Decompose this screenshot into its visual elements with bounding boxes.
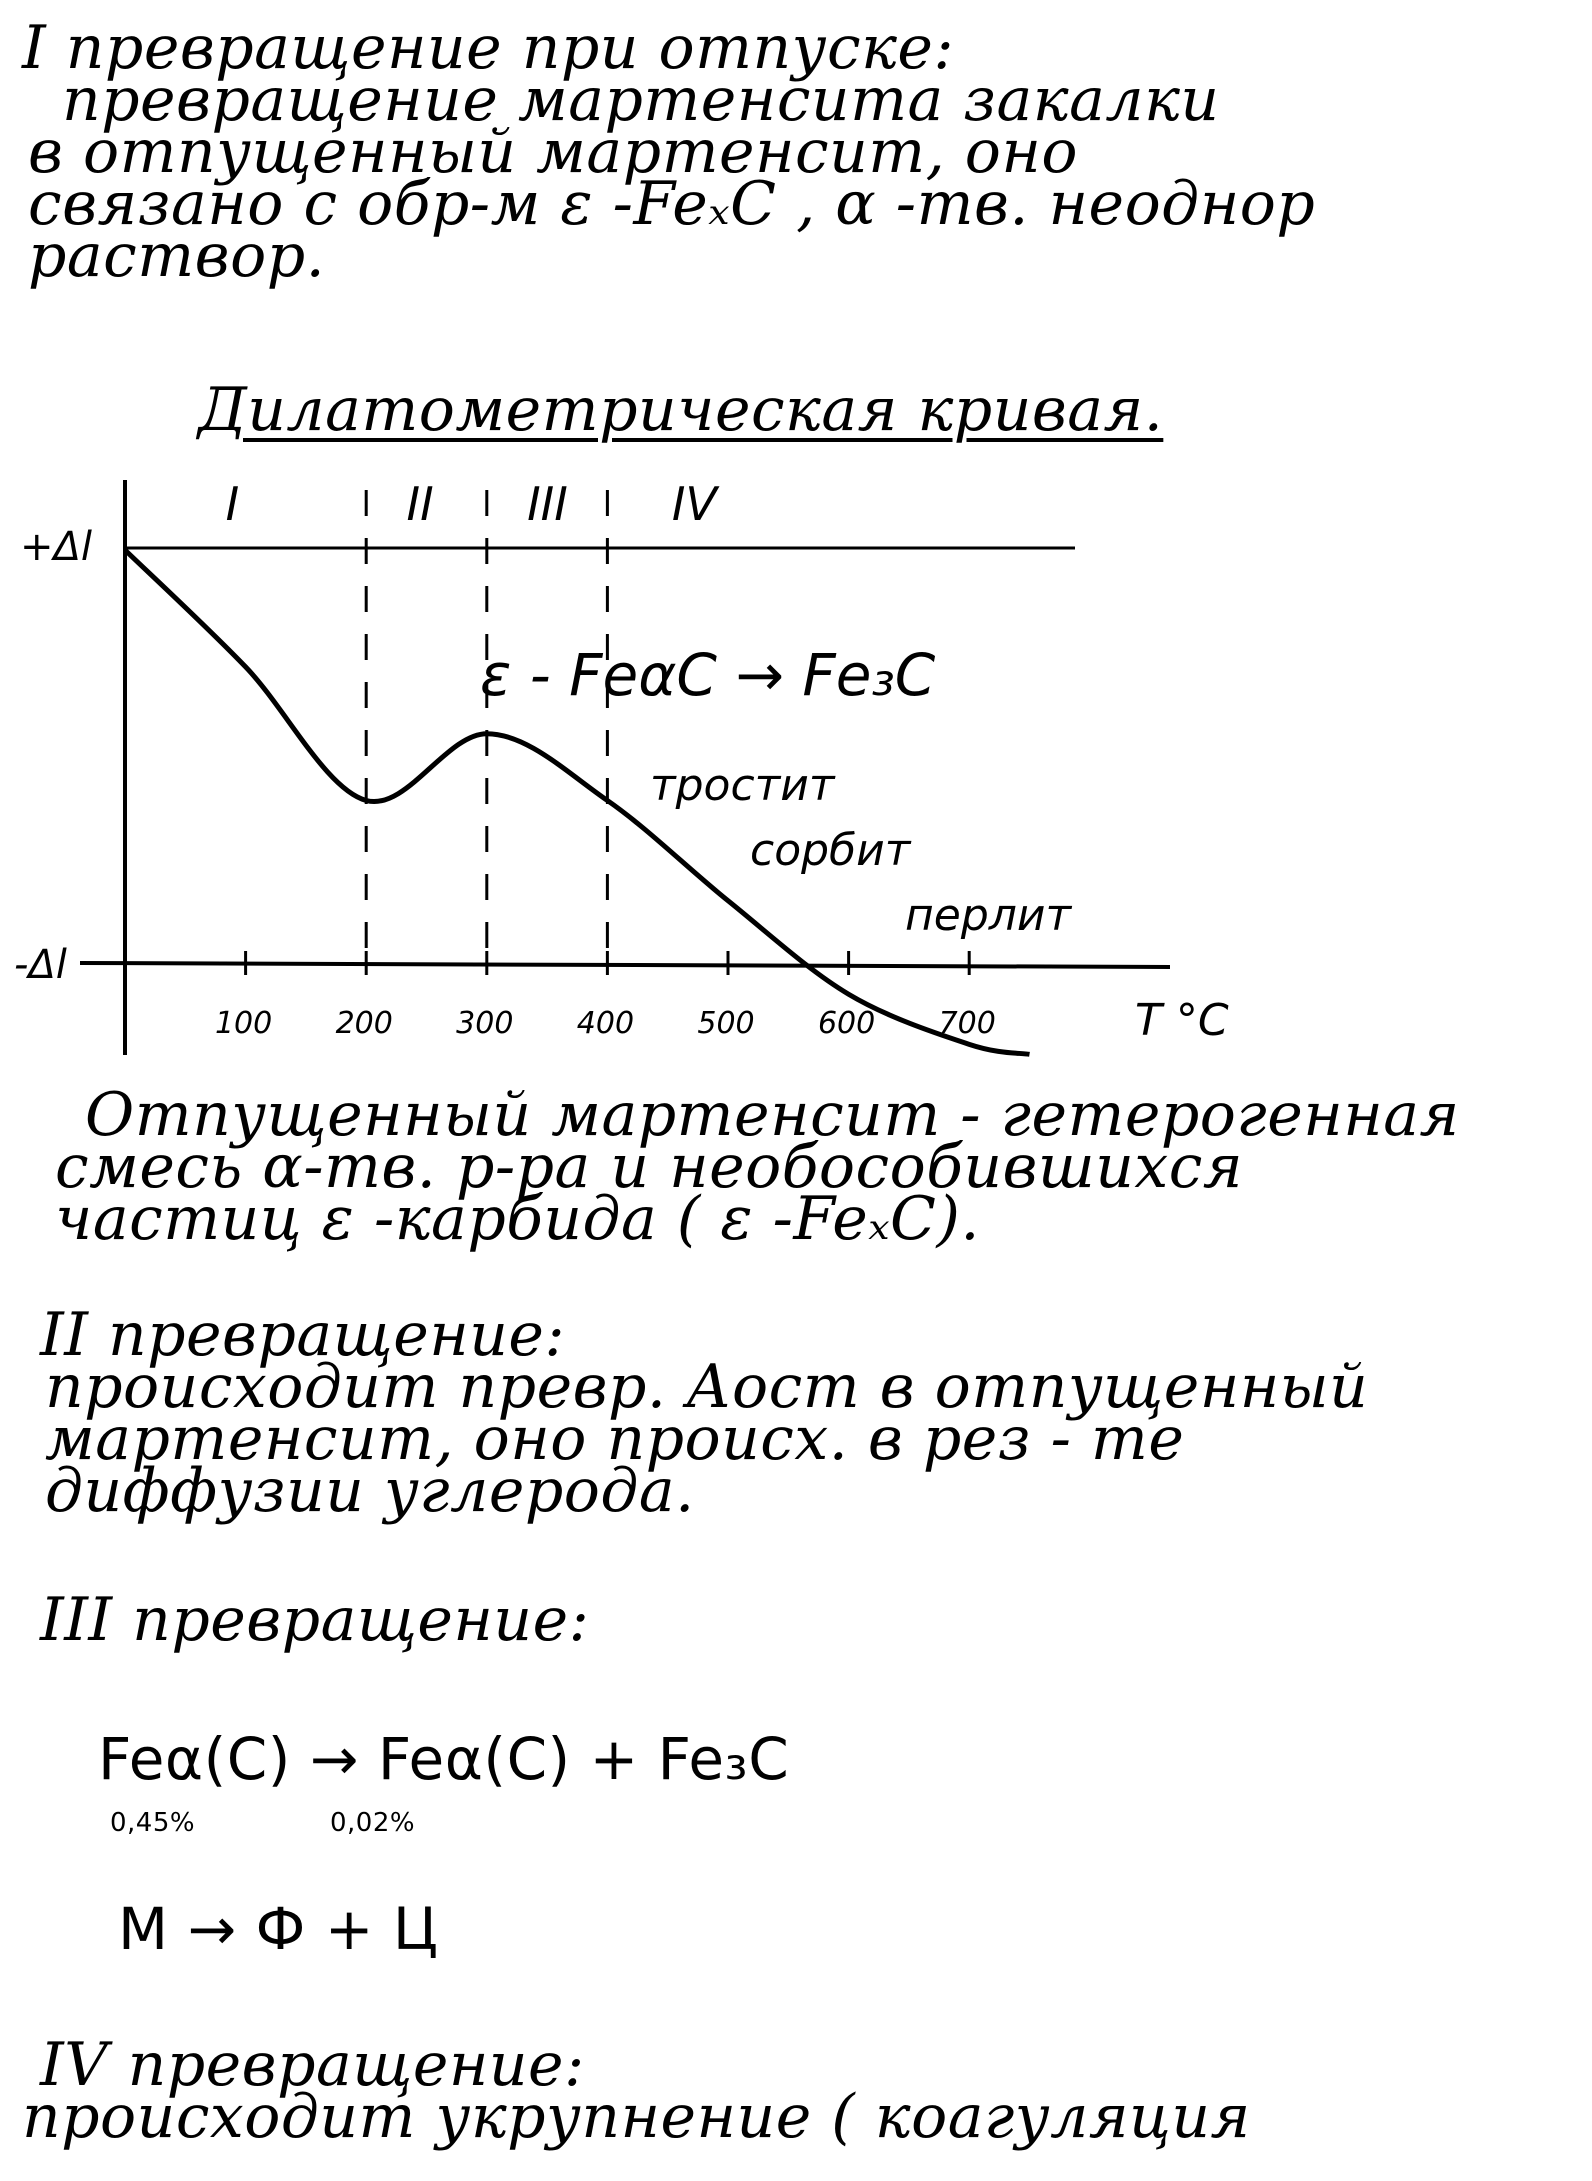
x-tick-label: 100: [214, 1006, 273, 1041]
x-tick-label: 500: [697, 1006, 755, 1041]
curve-annotation-1: тростит: [650, 760, 835, 811]
stage-label-IV: IV: [671, 480, 717, 531]
x-tick-label: 700: [938, 1006, 996, 1041]
stage-label-III: III: [527, 480, 568, 531]
phase-scheme: М → Ф + Ц: [118, 1895, 439, 1963]
curve-annotation-3: перлит: [905, 890, 1072, 941]
stage-2-heading: II превращение:: [40, 1300, 566, 1370]
x-tick-label: 600: [817, 1006, 876, 1041]
y-label-bottom: -Δl: [14, 942, 67, 988]
text-line: превращение мартенсита закалки: [62, 65, 1220, 135]
stage-label-II: II: [406, 480, 434, 531]
x-axis-label: T °C: [1135, 995, 1229, 1046]
x-tick-label: 400: [576, 1006, 635, 1041]
y-label-top: +Δl: [20, 524, 92, 570]
concentration-mid: 0,02%: [330, 1808, 416, 1838]
text-line: происходит укрупнение ( коагуляция: [22, 2082, 1251, 2152]
stage-1-heading: I превращение при отпуске:: [22, 13, 955, 83]
dilatometric-curve: [125, 550, 1030, 1054]
reaction-formula: [98, 1725, 790, 1793]
dilatometric-chart: [0, 480, 1592, 1080]
reaction-label: ε - FeαC → Fe₃C: [480, 641, 936, 709]
text-line: раствор.: [28, 221, 326, 291]
stage-4-heading: IV превращение:: [40, 2030, 585, 2100]
text-line: в отпущенный мартенсит, оно: [28, 117, 1079, 187]
text-line: мартенсит, оно происх. в рез - те: [45, 1404, 1185, 1474]
concentration-left: 0,45%: [110, 1808, 196, 1838]
x-tick-label: 200: [335, 1006, 393, 1041]
x-axis: [80, 963, 1170, 967]
text-line: диффузии углерода.: [45, 1456, 695, 1526]
text-line: частиц ε -карбида ( ε -FeₓC).: [55, 1184, 980, 1254]
text-line: связано с обр-м ε -FeₓC , α -тв. неоднор: [28, 169, 1316, 239]
text-line: Отпущенный мартенсит - гетерогенная: [85, 1080, 1460, 1150]
curve-annotation-2: сорбит: [750, 825, 911, 876]
diagram-title: Дилатометрическая кривая.: [198, 375, 1164, 445]
text-line: происходит превр. Аост в отпущенный: [45, 1352, 1369, 1422]
stage-3-heading: III превращение:: [40, 1585, 590, 1655]
x-tick-label: 300: [456, 1006, 514, 1041]
reaction-text: Feα(C) → Feα(C) + Fe₃C: [98, 1725, 790, 1793]
text-line: смесь α-тв. р-ра и необособившихся: [55, 1132, 1244, 1202]
stage-label-I: I: [225, 480, 240, 531]
